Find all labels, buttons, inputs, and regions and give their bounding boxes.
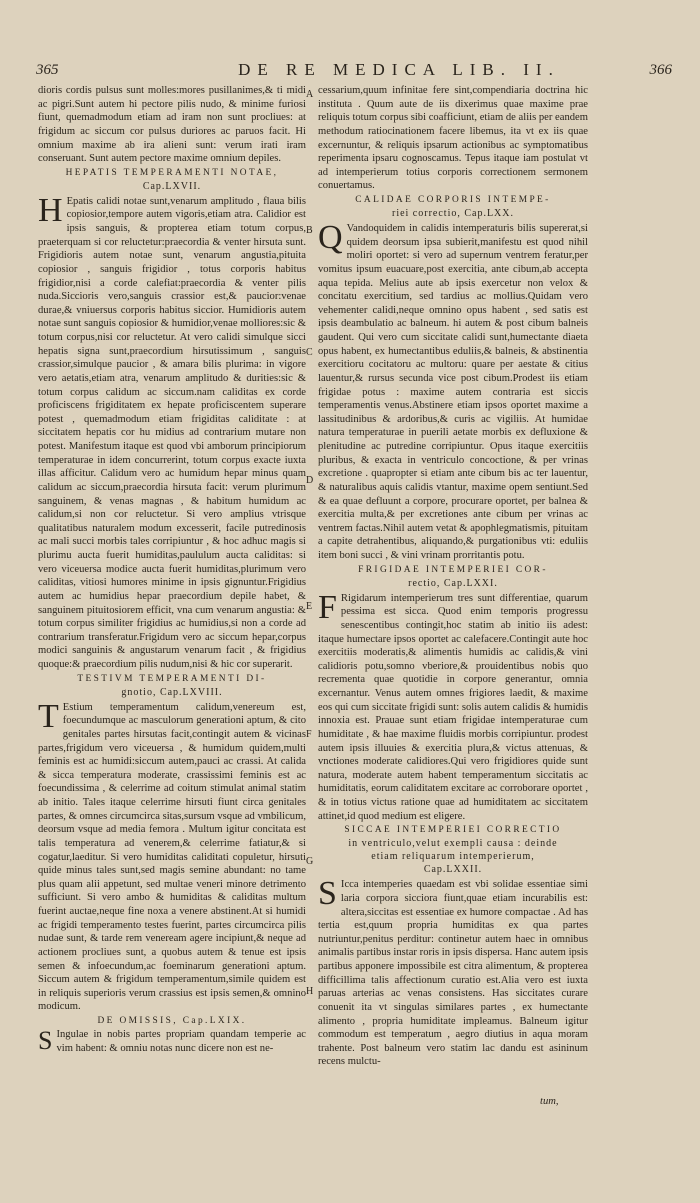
left-column — [38, 84, 306, 1055]
margin-letter-f: F — [306, 729, 312, 740]
section-subheading-siccae: in ventriculo,velut exempli causa : deinde — [348, 838, 558, 850]
drop-cap: T — [38, 697, 59, 735]
section-text: Ingulae in nobis partes propriam quandam temperie ac vim habent: & omniu notas nunc dicere non est ne- — [56, 1029, 306, 1054]
drop-cap: F — [318, 588, 337, 626]
section-text: Vandoquidem in calidis intemperaturis bilis supererat,si quidem deorsum ipsa subierit,manifestu est quod nihil moliri oportet: si vero ad supernum ventrem feratur,per vomitus ipsum euacuare,post exercitia, ante cibum,ab accepta aqua tepida. Melius aute ab ipsis exercetur non velox & concitatu exercitium, sed tardius ac mollius.Quidam vero vehementer calidi,neque omnino opus habent , sed satis est ipsis deambulatio ac balneum. hi autem & post cibum balneis gaudent. Qui vero cum siccitate calidi sunt,humectante diaeta opus habent, ex humectantibus eduliis,& balneis, & abstinentia exercitioru cocitatoru ac multoru: quare per aestate & citius lauentur,& rursus secunda vice post cibum.Prodest iis etiam frigidae potus : maxime autem contraria est siccis temperamentis venus.Abstinere etiam ipsos oportet maxime a lassitudinibus & ardoribus,& curis ac vigiliis. At humidae natura temperaturae in puerili aetate morbis ex defluxione & plenitudine ac putredine corripiuntur. Opus itaque exercitiis pluribus, & exacta in ventriculo concoctione, & per vrinas excretione . quapropter si etiam ante cibum bis ac ter lauentur, & naturalibus aquis calidis vtantur, maxime opem sentiunt.Sed & ea quae defluunt a corpore, procurare oportet, per balnea & exercitia multa,& per excretiones ante cibum per vrinas ac ventrem factas.Nihil autem vetat & apophlegmatismis, pituitam a capite detrahentibus, aliquando,& purgationibus vti: eduliis item boni succi , & vini vrinam prorritantis potu. — [318, 223, 588, 561]
section-subheading-testium: gnotio, Cap.LXVIII. — [121, 686, 223, 698]
page-number-left: 365 — [36, 62, 59, 78]
section-subheading-frigidae: rectio, Cap.LXXI. — [408, 577, 498, 589]
running-title: DE RE MEDICA LIB. II. — [238, 60, 560, 79]
section-heading-hepar: HEPATIS TEMPERAMENTI NOTAE, — [65, 167, 279, 178]
section-heading-siccae: SICCAE INTEMPERIEI CORRECTIO — [344, 825, 562, 836]
section-subheading-calidae: riei correctio, Cap.LXX. — [391, 208, 515, 219]
catchword: tum, — [540, 1096, 559, 1107]
section-text: Estium temperamentum calidum,venereum est, foecundumque ac masculorum generationi aptum, & cito genitales partes hirsutas facit,contingit autem & vicinas partes,frigidum vero viceuersa , & humidum quidem,multi feminis est ac humidi:siccum autem,pauci ac crassi. At calida & sicca temperatura moderate, crassissimi feminis est ac foecundissima , & celerrime ad coitum stimulat animal statim ab initio. Tales itaque celerrime hirsuti fiunt circa genitales partes, & omnes circumcirca sitas,sursum vsque ad vmbilicum, deorsum vsque ad media femora . Multum igitur concitata est talis temperatura ad venerem,& celerrime fatiatur,& si cogatur,laeditur. Si vero humiditas caliditati copuletur, hirsuti quide minus tales sunt,sed magis semine abundant: no tame plus quam alii appetunt, sed multae veneri minore detrimento sufficiunt. Si vero ambo & humiditas & caliditas multum fuerint auctae,neque fine noxa a venere abstinent.At si humidi ac frigidi temperamento testes fuerint, partes circumcirca pilis nudae sunt, & tarde rem veneream agere incipiunt,& neque ad actionem procliues sunt, a quobus autem & tenue est ipsis semen & infoecundum,ac foeminarum generationi aptum. Siccum autem & frigidum temperamentum,simile quidem est in reliquis superioris verum crassius est ipsis semen,& omnino modicum. — [38, 701, 306, 1013]
drop-cap: Q — [318, 219, 343, 256]
chapter-number-67: Cap.LXVII. — [142, 180, 202, 192]
drop-cap: S — [318, 875, 337, 913]
section-body-calidae — [318, 219, 588, 563]
margin-letter-g: G — [306, 856, 314, 867]
margin-letter-b: B — [306, 225, 313, 236]
section-body-testium — [38, 697, 306, 1014]
section-heading-omissis: DE OMISSIS, Cap.LXIX. — [97, 1016, 247, 1026]
section-body-omissis — [38, 1028, 306, 1055]
section-body-siccae — [318, 875, 588, 1069]
chapter-number-72: Cap.LXXII. — [423, 864, 483, 876]
intro-paragraph: dioris cordis pulsus sunt molles:mores pusillanimes,& ti midi ac pigri.Sunt autem hi pectore pilis nudo, & minime furiosi fiunt, quemadmodum etiam ad iram non sunt procliues: at frigidum ac siccum cor pulsus duriores ac paruos facit. Hi omnium maxime ab ira alieni sunt: verum irati iram conseruant. Sunt autem pectore maxime omnium depiles. — [38, 85, 306, 165]
drop-cap: H — [38, 191, 63, 229]
page-header — [36, 62, 672, 84]
margin-letter-h: H — [306, 986, 314, 997]
margin-letter-e: E — [306, 601, 313, 612]
margin-letter-d: D — [306, 475, 314, 486]
page-number-right: 366 — [649, 62, 672, 78]
section-subheading-siccae-2: etiam reliquarum intemperierum, — [371, 851, 535, 863]
section-text: Epatis calidi notae sunt,venarum amplitudo , flaua bilis copiosior,tempore autem vigoris,etiam atra. Calidior est ipsis sanguis, & propterea etiam totum corpus, praeterquam si cor reluctetur:praecordia & venter hirsuta sunt. Frigidioris autem notae sunt, venarum angustia,pituita copiosior , sanguis frigidior , totus corporis habitus frigidior,nisi a corde calefiat:praecordia & venter pilis nuda.Siccioris vero,sanguis crassior est,& paucior:venae durae,& vniuersus corporis habitus siccior. Humidioris autem notae sunt sanguis copiosior & humidior,venae molliores:sic & totum corpus,nisi cor reluctetur. At vero calidi simulque sicci hepatis signa sunt,praecordium hirsutissimum , sanguis crassior,simulque paucior , & amara bilis plurima: in vigore vero aetatis,etiam atra, venarum amplitudo & durities:sic & totum corpus calidum ac siccum.nam caliditas ex corde proficiscens frigiditatem ex hepate proficiscentem superare potest , quemadmodum etiam frigiditas caliditate : at siccitatem hepatis cor hu midius ad contrarium mutare non potest. Manifestum itaque est quod vbi amborum principiorum temperaturae in idem concurrerint, totum corpus exacte iuxta illas afficitur. Calidum vero ac humidum hepar minus quam calidum ac siccum,praecordia hirsuta facit: verum plurimum sanguinem, & venas magnas , & habitum humidum ac calidum,si non cor reluctetur. Si vero amplius vtrisque qualitatibus naturalem modum excesserit, facile putredinosis ac mali succi morbis tales corripiuntur , & hoc adhuc magis si plurimu aucta fuerit humiditas,paululum aucta caliditas: si vero viceuersa modice aucta fuerit humiditas,plurimum vero caliditas, vitiosi humores minime in ipsis gignuntur.Frigidius autem ac humidius hepar praecordium depile habet, & sanguinem pituitosiorem efficit, vna cum venarum angustia: & totum corpus similiter frigidius ac humidius,si non a corde ad contrarium transferatur.Frigidum vero ac siccum hepar,corpus modici sanguinis & angustarum venarum facit , & frigidius quoque:& praecordium pilis nudum,nisi & hic cor superarit. — [38, 195, 306, 670]
margin-letter-a: A — [306, 89, 314, 100]
right-column — [318, 84, 588, 1069]
section-body-hepar — [38, 191, 306, 672]
section-text: Icca intemperies quaedam est vbi solidae essentiae simi laria corpora sicciora fiunt,quae etiam incurabilis est: altera,siccitas est essentiae ex humore compactae . Ad has tertia est,quum propria humiditas ex qua partes nutriuntur,penitus perditur: continetur autem haec in omnibus animalis partibus instar roris in ipsis dispersa. Hanc autem ipsis partibus apponere impossibile est citra alimentum, & propterea difficillima talis affectionum curatio est.Alia vero est iuxta paruas arterias ac venas consistens. Has siccitates curare conuenit ita vt singulas similares partes , ex humectante alimento , propria humiditate impleamus. Balneum igitur commodum est temperatum , aegro diutius in aqua moram trahente. Post balneum vero statim lac dandu est asininum recens mulctu- — [318, 879, 588, 1068]
section-body-frigidae — [318, 588, 588, 824]
section-text: Rigidarum intemperierum tres sunt differentiae, quarum pessima est sicca. Quod enim temporis progressu senescentibus contingit,hoc statim ab initio iis adest: itaque humectare ipsos oportet ac calefacere.Contingit aute hoc exercitiis moderatis,& alimentis humidis ac calidis,& vini calidioris potu,somno vberiore,& prouidentibus nobis quo recrementa quae quotidie in corpore generantur, omnia excernantur. Venus autem omnes frigiores laedit, & maxime eos qui cum siccitate frigidi sunt: solis autem calidis & humidis innoxia est. Prauae sunt etiam frigidae intemperaturae cum humiditate , & hae maxime fluidis morbis corripiuntur. prodest autem ipsis illuuies & exercitia plura,& victus attenuas, & vnctiones moderate calidiores.Qui vero frigidiores quide sunt natura, moderate autem habent temperamentum siccitatis ac humiditatis, eorum caliditatem excitare ac corroborare oportet , & in totius victus ratione quae ad humiditatem ac siccitatem attinet,id quod medium est eligere. — [318, 592, 588, 822]
section-heading-testium: TESTIVM TEMPERAMENTI DI- — [77, 673, 267, 684]
drop-cap: S — [38, 1026, 53, 1055]
section-heading-frigidae: FRIGIDAE INTEMPERIEI COR- — [358, 564, 548, 575]
intro-paragraph: cessarium,quum infinitae fere sint,compendiaria doctrina hic instituta . Quum aute de iis dixerimus quae maxime prae reliquis totum corpus sibi coafficiunt, etiam de aliis per eandem methodum ratiocinationem facere libemus, ita vt ex iis quae excernuntur, & reliquis ipsarum actionibus ac symptomatibus reperimenta ipsaru cognoscamus. Tepus itaque iam postulat vt ad intemperierum totius corporis correctionem sermonem conuertamus. — [318, 85, 588, 192]
section-heading-calidae: CALIDAE CORPORIS INTEMPE- — [355, 195, 551, 205]
margin-letter-c: C — [306, 347, 313, 358]
